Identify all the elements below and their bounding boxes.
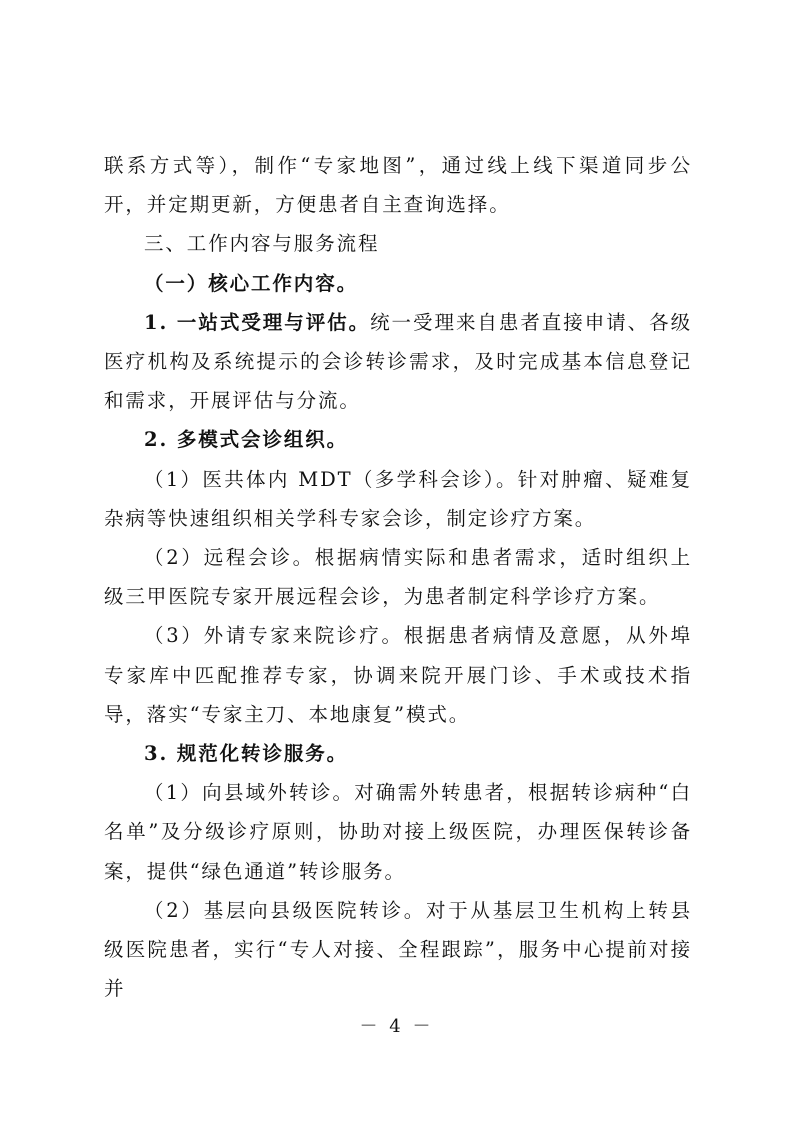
paragraph-expert-map: 联系方式等），制作“专家地图”，通过线上线下渠道同步公开，并定期更新，方便患者自主查询选择。 <box>104 154 692 217</box>
subsection-heading-core-work: （一）核心工作内容。 <box>144 271 359 295</box>
paragraph-remote-consultation: （2）远程会诊。根据病情实际和患者需求，适时组织上级三甲医院专家开展远程会诊，为患者制定科学诊疗方案。 <box>104 546 692 609</box>
paragraph-external-expert: （3）外请专家来院诊疗。根据患者病情及意愿，从外埠专家库中匹配推荐专家，协调来院开展门诊、手术或技术指导，落实“专家主刀、本地康复”模式。 <box>104 624 692 726</box>
item-heading-one-stop-intake: 1. 一站式受理与评估。 <box>144 310 371 334</box>
paragraph-mdt-consultation: （1）医共体内 MDT（多学科会诊）。针对肿瘤、疑难复杂病等快速组织相关学科专家会诊，制定诊疗方案。 <box>104 467 692 530</box>
item-text-one-stop-intake: 统一受理来自患者直接申请、各级医疗机构及系统提示的会诊转诊需求，及时完成基本信息登记和需求，开展评估与分流。 <box>104 310 692 413</box>
item-heading-multi-mode-consultation: 2. 多模式会诊组织。 <box>144 428 349 452</box>
section-heading-work-content: 三、工作内容与服务流程 <box>144 232 380 256</box>
page-number: － 4 － <box>359 1016 434 1037</box>
paragraph-one-stop-intake <box>104 303 692 421</box>
document-body <box>104 146 692 1008</box>
paragraph-out-of-county-referral: （1）向县域外转诊。对确需外转患者，根据转诊病种“白名单”及分级诊疗原则，协助对接上级医院，办理医保转诊备案，提供“绿色通道”转诊服务。 <box>104 781 692 883</box>
item-heading-referral-service: 3. 规范化转诊服务。 <box>144 742 349 766</box>
paragraph-primary-to-county-referral: （2）基层向县级医院转诊。对于从基层卫生机构上转县级医院患者，实行“专人对接、全程跟踪”，服务中心提前对接并 <box>104 898 692 1001</box>
